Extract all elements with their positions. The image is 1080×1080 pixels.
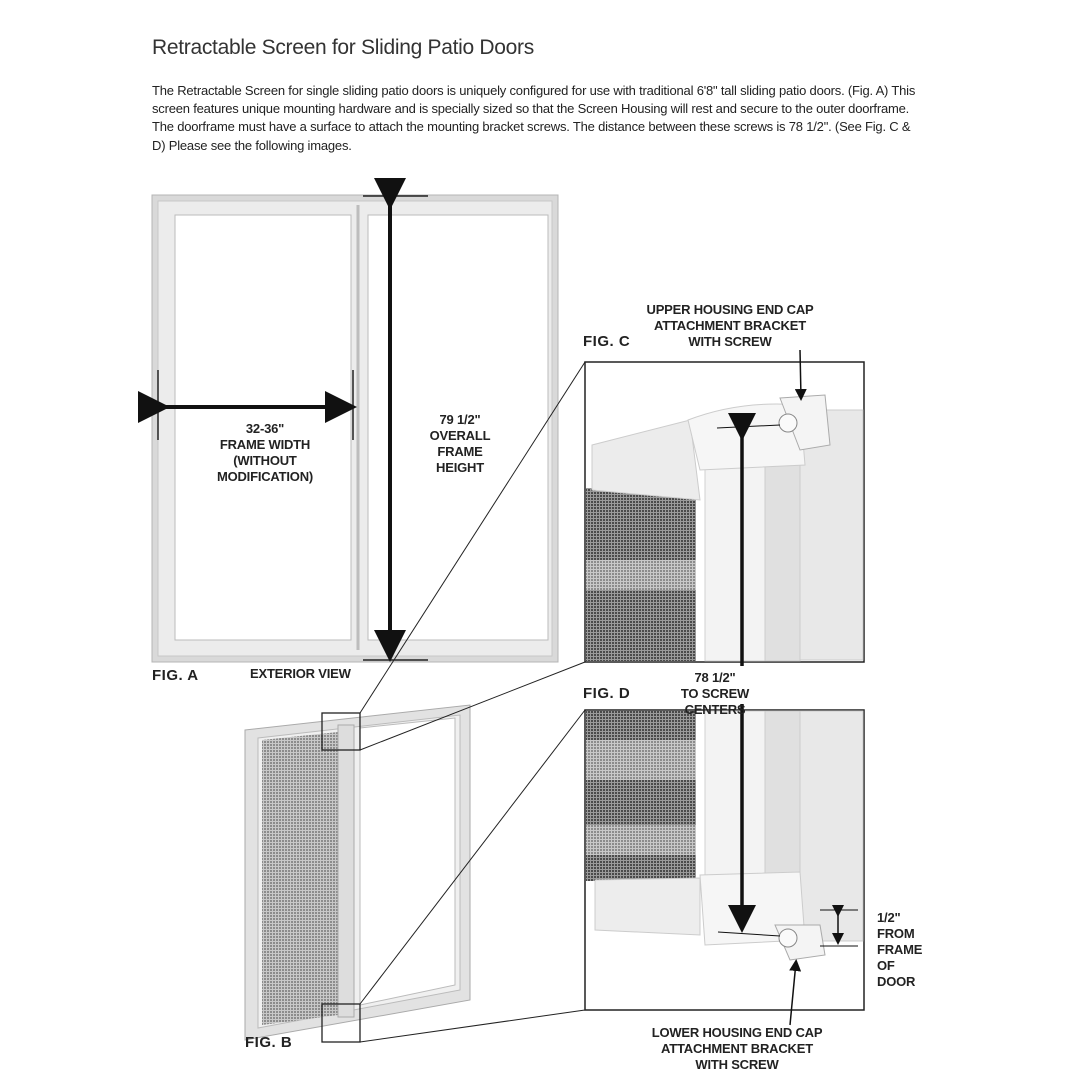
dim-line: TO SCREW CENTERS <box>680 686 750 717</box>
dim-line: 78 1/2" <box>694 670 736 685</box>
dim-line: FRAME <box>437 444 483 459</box>
frame-height-label <box>405 412 515 476</box>
dim-line: 1/2" <box>877 910 901 925</box>
dim-line: MODIFICATION) <box>216 469 314 484</box>
dim-line: 32-36" <box>245 421 285 436</box>
callout-line: ATTACHMENT BRACKET <box>661 1041 813 1056</box>
fig-b-label: FIG. B <box>245 1034 293 1051</box>
screw-centers-label <box>650 670 780 718</box>
dim-line: FRAME WIDTH <box>219 437 311 452</box>
callout-line: ATTACHMENT BRACKET <box>654 318 806 333</box>
callout-line: UPPER HOUSING END CAP <box>646 302 814 317</box>
upper-bracket-callout <box>610 302 850 350</box>
intro-paragraph: The Retractable Screen for single sliding patio doors is uniquely configured for use with traditional 6'8" tall sliding patio doors. (Fig. A) This screen features unique mounting hardware and is specially sized so that the Screen Housing will rest and secure to the outer doorframe. The doorframe must have a surface to attach the mounting bracket screws. The distance between these screws is 78 1/2". (See Fig. C & D) Please see the following images. <box>152 83 916 153</box>
fig-a-label: FIG. A <box>152 667 199 684</box>
exterior-view-label: EXTERIOR VIEW <box>250 666 351 681</box>
page-title: Retractable Screen for Sliding Patio Doors <box>152 36 534 59</box>
callout-line: WITH SCREW <box>695 1057 779 1072</box>
lower-bracket-callout <box>612 1025 862 1073</box>
dim-line: OF <box>877 958 895 973</box>
frame-width-label <box>195 421 335 485</box>
dim-line: FRAME <box>877 942 923 957</box>
dim-line: HEIGHT <box>436 460 484 475</box>
callout-line: LOWER HOUSING END CAP <box>651 1025 823 1040</box>
dim-line: DOOR <box>877 974 916 989</box>
dim-line: OVERALL <box>429 428 491 443</box>
dim-line: FROM <box>877 926 915 941</box>
dim-line: 79 1/2" <box>439 412 481 427</box>
frame-offset-label <box>877 910 922 990</box>
fig-c-detail <box>585 350 864 662</box>
callout-line: WITH SCREW <box>688 334 772 349</box>
fig-d-label: FIG. D <box>583 685 631 702</box>
fig-d-detail <box>585 710 864 1025</box>
dim-line: (WITHOUT <box>233 453 297 468</box>
fig-c-label: FIG. C <box>583 333 631 350</box>
